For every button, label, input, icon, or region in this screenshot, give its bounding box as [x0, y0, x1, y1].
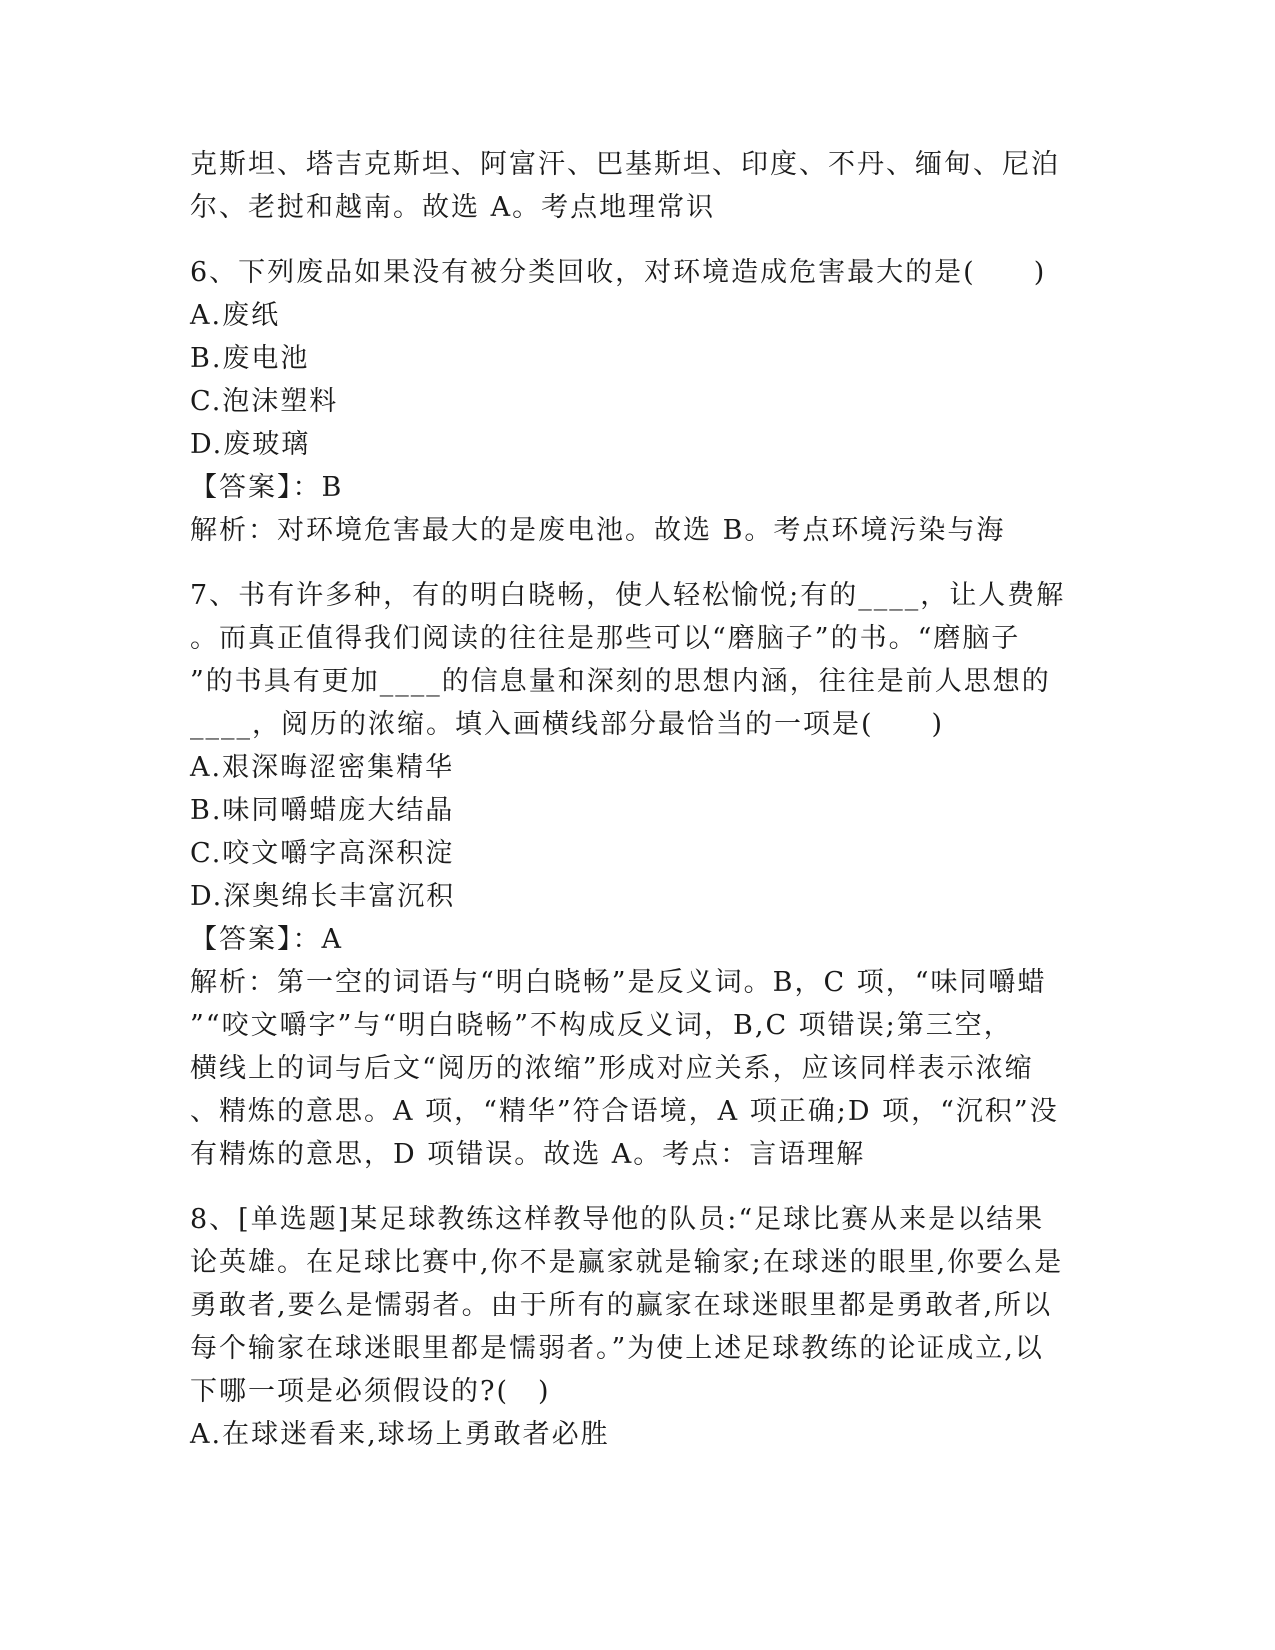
option-a: A.艰深晦涩密集精华 — [190, 752, 455, 783]
question-7 — [190, 574, 1090, 1176]
question-stem: ”的书具有更加____的信息量和深刻的思想内涵，往往是前人思想的 — [190, 666, 1051, 697]
analysis-line: 有精炼的意思，D 项错误。故选 A。考点：言语理解 — [190, 1139, 866, 1170]
answer-line: 【答案】：B — [190, 472, 344, 503]
analysis-line: 尔、老挝和越南。故选 A。考点地理常识 — [190, 192, 716, 223]
question-5-tail — [190, 143, 1090, 229]
question-stem: 6、下列废品如果没有被分类回收，对环境造成危害最大的是( ) — [190, 257, 1047, 288]
option-b: B.废电池 — [190, 343, 310, 374]
document-body — [190, 143, 1090, 1456]
analysis-line: 横线上的词与后文“阅历的浓缩”形成对应关系，应该同样表示浓缩 — [190, 1053, 1034, 1084]
option-d: D.废玻璃 — [190, 429, 311, 460]
question-stem: 下哪一项是必须假设的?( ) — [190, 1376, 551, 1407]
option-a: A.在球迷看来,球场上勇敢者必胜 — [190, 1419, 610, 1450]
question-stem: ____，阅历的浓缩。填入画横线部分最恰当的一项是( ) — [190, 709, 945, 740]
analysis-line: ”“咬文嚼字”与“明白晓畅”不构成反义词，B,C 项错误;第三空， — [190, 1010, 1013, 1041]
option-a: A.废纸 — [190, 300, 281, 331]
question-stem: 8、[单选题]某足球教练这样教导他的队员:“足球比赛从来是以结果 — [190, 1204, 1045, 1235]
question-stem: 每个输家在球迷眼里都是懦弱者。”为使上述足球教练的论证成立,以 — [190, 1333, 1044, 1364]
analysis-line: 解析：对环境危害最大的是废电池。故选 B。考点环境污染与海 — [190, 515, 1006, 546]
option-d: D.深奥绵长丰富沉积 — [190, 881, 456, 912]
question-stem: 论英雄。在足球比赛中,你不是赢家就是输家;在球迷的眼里,你要么是 — [190, 1247, 1064, 1278]
option-c: C.泡沫塑料 — [190, 386, 339, 417]
option-c: C.咬文嚼字高深积淀 — [190, 838, 455, 869]
analysis-line: 、精炼的意思。A 项，“精华”符合语境，A 项正确;D 项，“沉积”没 — [190, 1096, 1059, 1127]
question-8 — [190, 1198, 1090, 1456]
question-stem: 勇敢者,要么是懦弱者。由于所有的赢家在球迷眼里都是勇敢者,所以 — [190, 1290, 1053, 1321]
option-b: B.味同嚼蜡庞大结晶 — [190, 795, 455, 826]
answer-line: 【答案】：A — [190, 924, 343, 955]
question-6 — [190, 251, 1090, 552]
question-stem: 。而真正值得我们阅读的往往是那些可以“磨脑子”的书。“磨脑子 — [190, 623, 1021, 654]
analysis-line: 克斯坦、塔吉克斯坦、阿富汗、巴基斯坦、印度、不丹、缅甸、尼泊 — [190, 149, 1060, 180]
analysis-line: 解析：第一空的词语与“明白晓畅”是反义词。B，C 项，“味同嚼蜡 — [190, 967, 1047, 998]
question-stem: 7、书有许多种，有的明白晓畅，使人轻松愉悦;有的____，让人费解 — [190, 580, 1066, 611]
